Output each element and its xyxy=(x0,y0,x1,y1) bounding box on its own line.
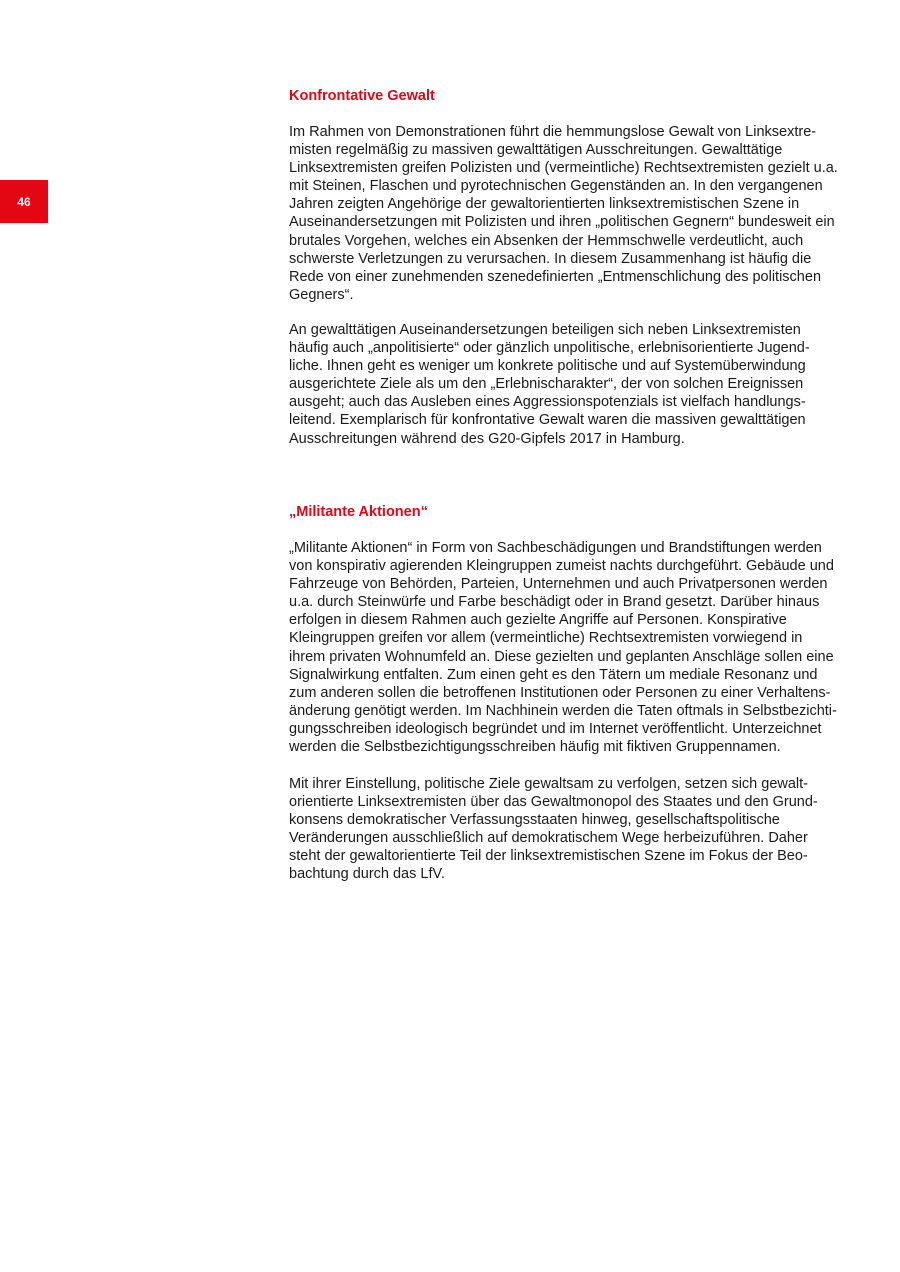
text-line: Signalwirkung entfalten. Zum einen geht es den Tätern um mediale Resonanz und xyxy=(289,666,818,683)
text-line: ihrem privaten Wohnumfeld an. Diese gezielten und geplanten Anschläge sollen eine xyxy=(289,648,834,665)
text-line: häufig auch „anpolitisierte“ oder gänzlich unpolitische, erlebnisorientierte Jugend- xyxy=(289,340,810,357)
text-line: ausgerichtete Ziele als um den „Erlebnischarakter“, der von solchen Ereignissen xyxy=(289,376,804,393)
page-number: 46 xyxy=(17,194,31,209)
text-line: Auseinandersetzungen mit Polizisten und ihren „politischen Gegnern“ bundesweit ein xyxy=(289,214,835,231)
text-line: orientierte Linksextremisten über das Gewaltmonopol des Staates und den Grund- xyxy=(289,794,818,811)
text-line: werden die Selbstbezichtigungsschreiben häufig mit fiktiven Gruppennamen. xyxy=(289,739,781,756)
text-line: misten regelmäßig zu massiven gewalttätigen Ausschreitungen. Gewalttätige xyxy=(289,142,783,159)
page-number-tab xyxy=(0,180,48,223)
section-heading-konfrontative-gewalt: Konfrontative Gewalt xyxy=(289,88,435,104)
text-line: Mit ihrer Einstellung, politische Ziele gewaltsam zu verfolgen, setzen sich gewalt- xyxy=(289,776,809,792)
text-line: leitend. Exemplarisch für konfrontative Gewalt waren die massiven gewalttätigen xyxy=(289,412,806,429)
text-line: Veränderungen ausschließlich auf demokratischem Wege herbeizuführen. Daher xyxy=(289,830,808,847)
text-line: änderung genötigt werden. Im Nachhinein werden die Taten oftmals in Selbstbezichti- xyxy=(289,702,837,719)
text-line: zum anderen sollen die betroffenen Institutionen oder Personen zu einer Verhaltens- xyxy=(289,684,831,701)
text-line: konsens demokratischer Verfassungsstaaten hinweg, gesellschaftspolitische xyxy=(289,812,780,829)
text-line: Rede von einer zunehmenden szenedefinierten „Entmenschlichung des politischen xyxy=(289,268,822,285)
text-line: Gegners“. xyxy=(289,286,354,303)
text-line: Ausschreitungen während des G20-Gipfels 2017 in Hamburg. xyxy=(289,430,685,447)
paragraph-1 xyxy=(289,123,838,304)
text-line: An gewalttätigen Auseinandersetzungen beteiligen sich neben Linksextremisten xyxy=(289,322,801,338)
text-line: Kleingruppen greifen vor allem (vermeintliche) Rechtsextremisten vorwiegend in xyxy=(289,630,803,647)
section-heading-militante-aktionen: „Militante Aktionen“ xyxy=(289,504,428,520)
text-line: Im Rahmen von Demonstrationen führt die hemmungslose Gewalt von Linksextre- xyxy=(289,124,817,140)
paragraph-4 xyxy=(289,775,818,884)
text-line: steht der gewaltorientierte Teil der linksextremistischen Szene im Fokus der Beo- xyxy=(289,848,808,865)
text-line: Jahren zeigten Angehörige der gewaltorientierten linksextremistischen Szene in xyxy=(289,196,800,213)
text-line: gungsschreiben ideologisch begründet und im Internet veröffentlicht. Unterzeichnet xyxy=(289,720,822,737)
text-line: „Militante Aktionen“ in Form von Sachbeschädigungen und Brandstiftungen werden xyxy=(289,540,822,556)
text-line: liche. Ihnen geht es weniger um konkrete politische und auf Systemüberwindung xyxy=(289,358,806,375)
text-line: brutales Vorgehen, welches ein Absenken der Hemmschwelle verdeutlicht, auch xyxy=(289,232,804,249)
text-line: bachtung durch das LfV. xyxy=(289,866,445,883)
text-line: von konspirativ agierenden Kleingruppen zumeist nachts durchgeführt. Gebäude und xyxy=(289,558,834,575)
text-line: mit Steinen, Flaschen und pyrotechnischen Gegenständen an. In den vergangenen xyxy=(289,178,823,195)
text-line: u.a. durch Steinwürfe und Farbe beschädigt oder in Brand gesetzt. Darüber hinaus xyxy=(289,594,820,611)
text-line: Linksextremisten greifen Polizisten und (vermeintliche) Rechtsextremisten gezielt u.a. xyxy=(289,160,838,177)
paragraph-3 xyxy=(289,539,837,756)
text-line: Fahrzeuge von Behörden, Parteien, Unternehmen und auch Privatpersonen werden xyxy=(289,576,828,593)
text-line: ausgeht; auch das Ausleben eines Aggressionspotenzials ist vielfach handlungs- xyxy=(289,394,806,411)
paragraph-2 xyxy=(289,321,810,448)
text-line: erfolgen in diesem Rahmen auch gezielte Angriffe auf Personen. Konspirative xyxy=(289,612,787,629)
text-line: schwerste Verletzungen zu verursachen. In diesem Zusammenhang ist häufig die xyxy=(289,250,812,267)
